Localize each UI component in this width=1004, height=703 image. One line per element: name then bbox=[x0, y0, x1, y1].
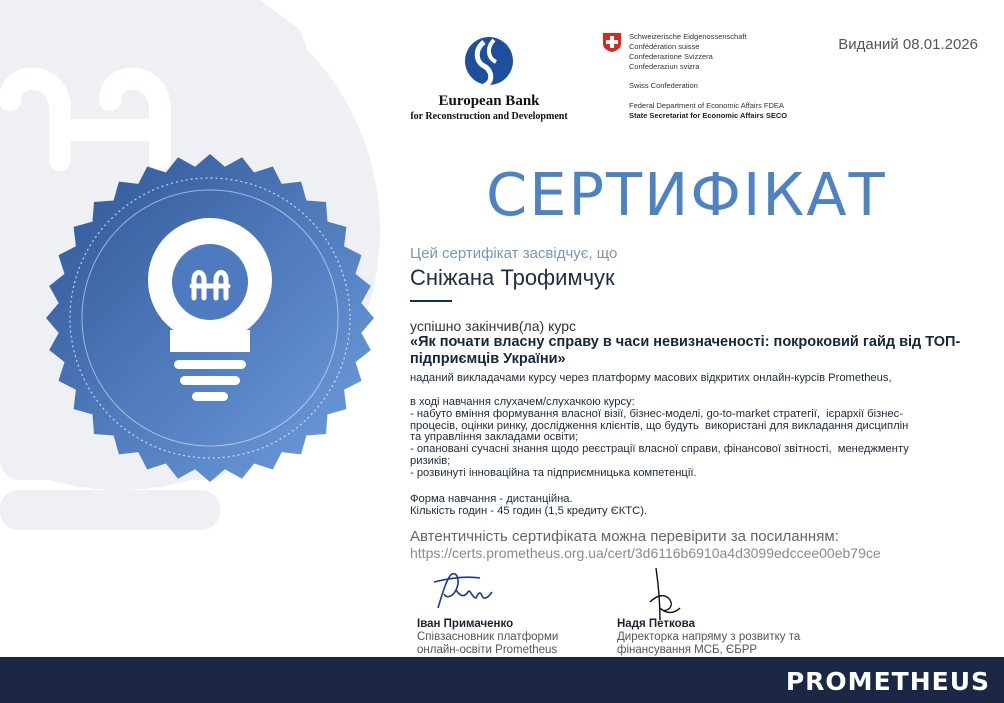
swiss-line-1: Schweizerische Eidgenossenschaft bbox=[629, 32, 747, 41]
lightbulb-badge-icon bbox=[46, 154, 374, 482]
prometheus-logo: PROMETHEUS bbox=[785, 667, 990, 696]
outcomes-text: в ході навчання слухачем/слухачкою курсу: - набуто вміння формування власної візії, бізнес-моделі, go-to-market стратегії, ієрархії бізнес- процесів, оцінки ринку, дослідження клієнтів, що будуть використані для викладання дисциплін та управління закладами освіти; - опановані сучасні знання щодо реєстрації власної справи, фінансової звітності, менеджменту ризиків; - розвинуті інноваційна та підприємницька компетенції. bbox=[410, 396, 909, 479]
certificate-title: СЕРТИФІКАТ bbox=[486, 160, 887, 229]
signer-1-name: Іван Примаченко bbox=[417, 618, 514, 630]
swiss-line-7: State Secretariat for Economic Affairs SECO bbox=[629, 111, 788, 120]
swiss-line-4: Confederaziun svizra bbox=[629, 62, 700, 71]
swiss-line-5: Swiss Confederation bbox=[629, 81, 698, 90]
swiss-cross-icon bbox=[601, 31, 623, 53]
background-art bbox=[0, 0, 400, 703]
ebrd-logo-icon bbox=[404, 36, 574, 92]
signer-1-role: Співзасновник платформи онлайн-освіти Prometheus bbox=[417, 631, 559, 656]
study-form-text: Форма навчання - дистанційна. Кількість годин - 45 годин (1,5 кредиту ЄКТС). bbox=[410, 493, 648, 517]
signer-2-name: Надя Петкова bbox=[617, 618, 695, 630]
swiss-line-2: Confédération suisse bbox=[629, 42, 700, 51]
certifies-text: Цей сертифікат засвідчує, що bbox=[410, 245, 618, 262]
verify-link[interactable]: https://certs.prometheus.org.ua/cert/3d6116b6910a4d3099edccee00eb79ce bbox=[410, 545, 881, 561]
swiss-logo bbox=[600, 30, 820, 130]
swiss-line-3: Confederazione Svizzera bbox=[629, 52, 713, 61]
swiss-line-6: Federal Department of Economic Affairs FDEA bbox=[629, 101, 784, 110]
ebrd-logo bbox=[404, 36, 574, 126]
divider bbox=[410, 300, 452, 302]
course-title: «Як почати власну справу в часи невизначеності: покроковий гайд від ТОП-підприємців України» bbox=[410, 334, 961, 367]
completed-text: успішно закінчив(ла) курс bbox=[410, 318, 576, 334]
signature-icon bbox=[430, 568, 502, 616]
ebrd-subtitle: for Reconstruction and Development bbox=[410, 111, 568, 122]
provided-by-text: наданий викладачами курсу через платформу масових відкритих онлайн-курсів Prometheus, bbox=[410, 372, 892, 384]
recipient-name: Сніжана Трофимчук bbox=[410, 265, 615, 290]
ebrd-name: European Bank bbox=[438, 93, 540, 109]
issued-date: Виданий 08.01.2026 bbox=[838, 36, 978, 53]
verify-label: Автентичність сертифіката можна перевірити за посиланням: bbox=[410, 528, 839, 545]
signature-icon bbox=[640, 564, 690, 624]
signer-2-role: Директорка напряму з розвитку та фінансування МСБ, ЄБРР bbox=[617, 631, 801, 656]
